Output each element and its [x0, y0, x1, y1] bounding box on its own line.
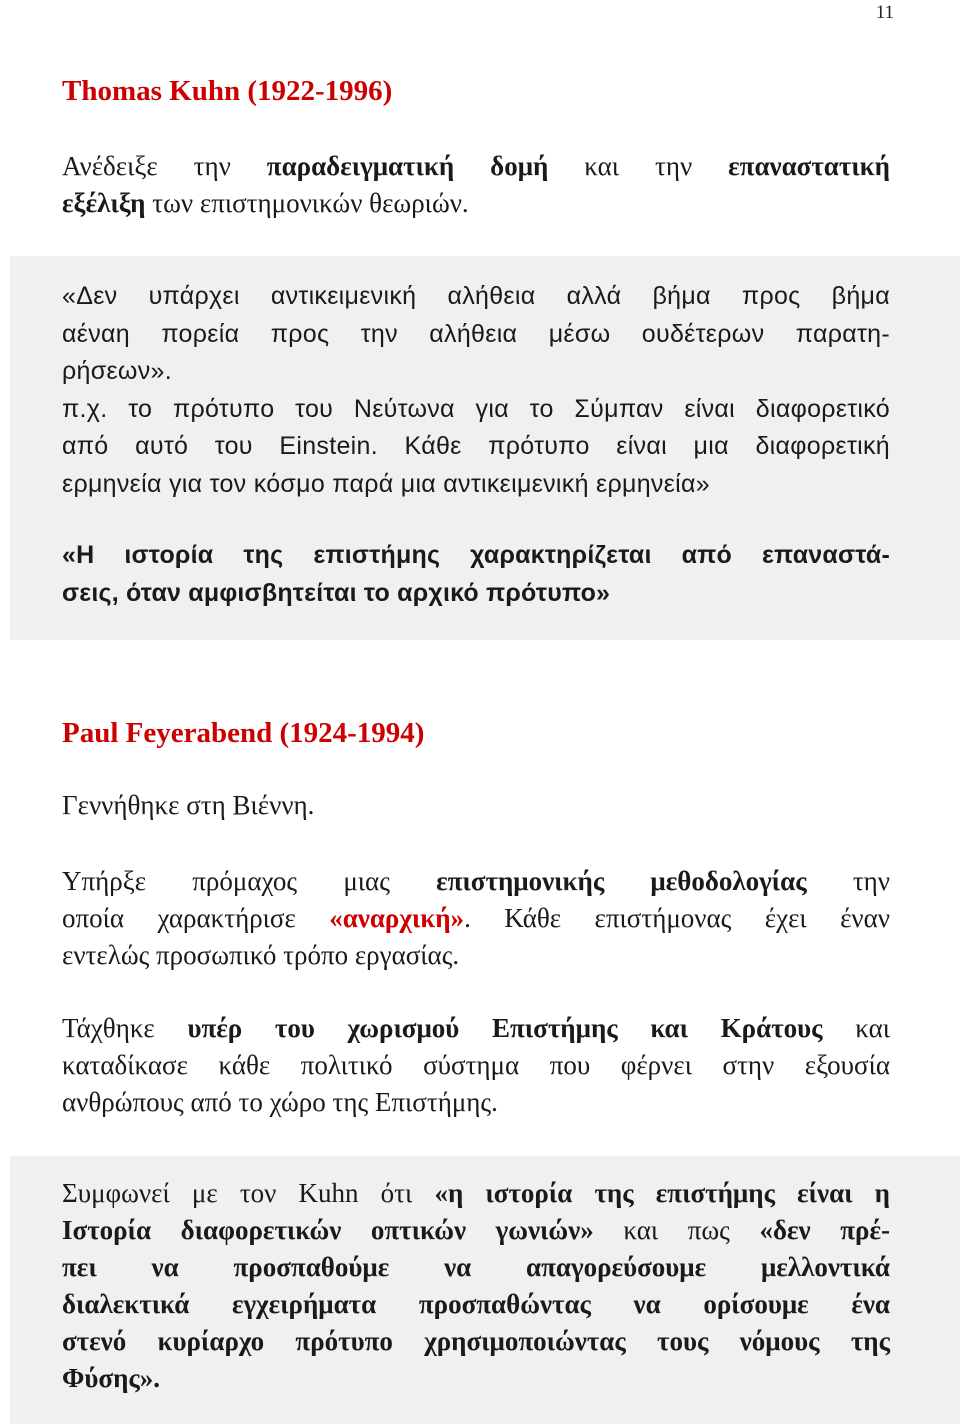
quote1-line: «Δεν υπάρχει αντικειμενική αλήθεια αλλά βήμα προς βήμα	[62, 282, 890, 310]
p3-bold-quote: «η ιστορία της επιστήμης είναι η	[434, 1178, 890, 1208]
p3-line-3: πει να προσπαθούμε να απαγορεύσουμε μελλοντικά	[62, 1252, 890, 1282]
p3-bold-quote: Ιστορία διαφορετικών οπτικών γωνιών»	[62, 1215, 594, 1245]
p3-line-1	[62, 1175, 890, 1212]
p3-line-5: στενό κυρίαρχο πρότυπο χρησιμοποιώντας τους νόμους της	[62, 1326, 890, 1356]
kuhn-intro	[62, 148, 890, 222]
kuhn-intro-line-1	[62, 148, 890, 185]
p3-text: και πως	[593, 1215, 760, 1245]
quote2-line: σεις, όταν αμφισβητείται το αρχικό πρότυπο»	[62, 578, 611, 607]
p1-text: την	[806, 866, 890, 896]
p1-red-anarchic: «αναρχική»	[329, 903, 465, 933]
p2-line-2: καταδίκασε κάθε πολιτικό σύστημα που φέρνει στην εξουσία	[62, 1050, 890, 1080]
feyerabend-paragraph-2	[62, 1010, 890, 1121]
kuhn-intro-line-2	[62, 185, 890, 222]
p2-bold-separation: υπέρ του χωρισμού Επιστήμης και Κράτους	[187, 1013, 823, 1043]
quote1-line: ρήσεων».	[62, 357, 172, 385]
intro-bold-paradigm: παραδειγματική δομή	[266, 151, 549, 181]
p3-line-2	[62, 1212, 890, 1249]
feyerabend-born: Γεννήθηκε στη Βιέννη.	[62, 790, 315, 820]
kuhn-quote-2	[62, 537, 890, 612]
quote1-line: από αυτό του Einstein. Κάθε πρότυπο είναι μια διαφορετική	[62, 432, 890, 460]
kuhn-quote-1	[62, 278, 890, 503]
intro-text: Ανέδειξε την	[62, 151, 267, 181]
page-number: 11	[875, 2, 894, 23]
p1-line-3: εντελώς προσωπικό τρόπο εργασίας.	[62, 940, 460, 970]
p1-line-2	[62, 900, 890, 937]
p2-line-1	[62, 1010, 890, 1047]
intro-text: των επιστημονικών θεωριών.	[145, 188, 469, 218]
intro-text: και την	[548, 151, 729, 181]
p3-text: Συμφωνεί με τον Kuhn ότι	[62, 1178, 435, 1208]
quote1-line: αέναη πορεία προς την αλήθεια μέσω ουδέτερων παρατη-	[62, 319, 890, 348]
quote2-line: «Η ιστορία της επιστήμης χαρακτηρίζεται από επαναστά-	[62, 541, 890, 569]
p1-line-1	[62, 863, 890, 900]
p2-text: Τάχθηκε	[62, 1013, 188, 1043]
p1-text: . Κάθε επιστήμονας έχει έναν	[464, 903, 890, 933]
p3-line-6: Φύσης».	[62, 1363, 161, 1393]
p2-line-3: ανθρώπους από το χώρο της Επιστήμης.	[62, 1087, 498, 1117]
feyerabend-heading: Paul Feyerabend (1924-1994)	[62, 717, 425, 749]
intro-bold-revolutionary: επαναστατική	[728, 151, 890, 181]
p1-text: οποία χαρακτήρισε	[62, 903, 330, 933]
p1-bold-methodology: επιστημονικής μεθοδολογίας	[436, 866, 807, 896]
p1-text: Υπήρξε πρόμαχος μιας	[62, 866, 437, 896]
quote1-line: ερμηνεία για τον κόσμο παρά μια αντικειμενική ερμηνεία»	[62, 469, 710, 498]
kuhn-heading: Thomas Kuhn (1922-1996)	[62, 75, 393, 107]
intro-bold-evolution: εξέλιξη	[62, 188, 146, 218]
p3-bold-quote: «δεν πρέ-	[759, 1215, 890, 1245]
p3-line-4: διαλεκτικά εγχειρήματα προσπαθώντας να ορίσουμε ένα	[62, 1289, 890, 1319]
feyerabend-paragraph-1	[62, 863, 890, 974]
feyerabend-paragraph-3	[62, 1175, 890, 1397]
p2-text: και	[822, 1013, 891, 1043]
quote1-line: π.χ. το πρότυπο του Νεύτωνα για το Σύμπαν είναι διαφορετικό	[62, 394, 890, 423]
